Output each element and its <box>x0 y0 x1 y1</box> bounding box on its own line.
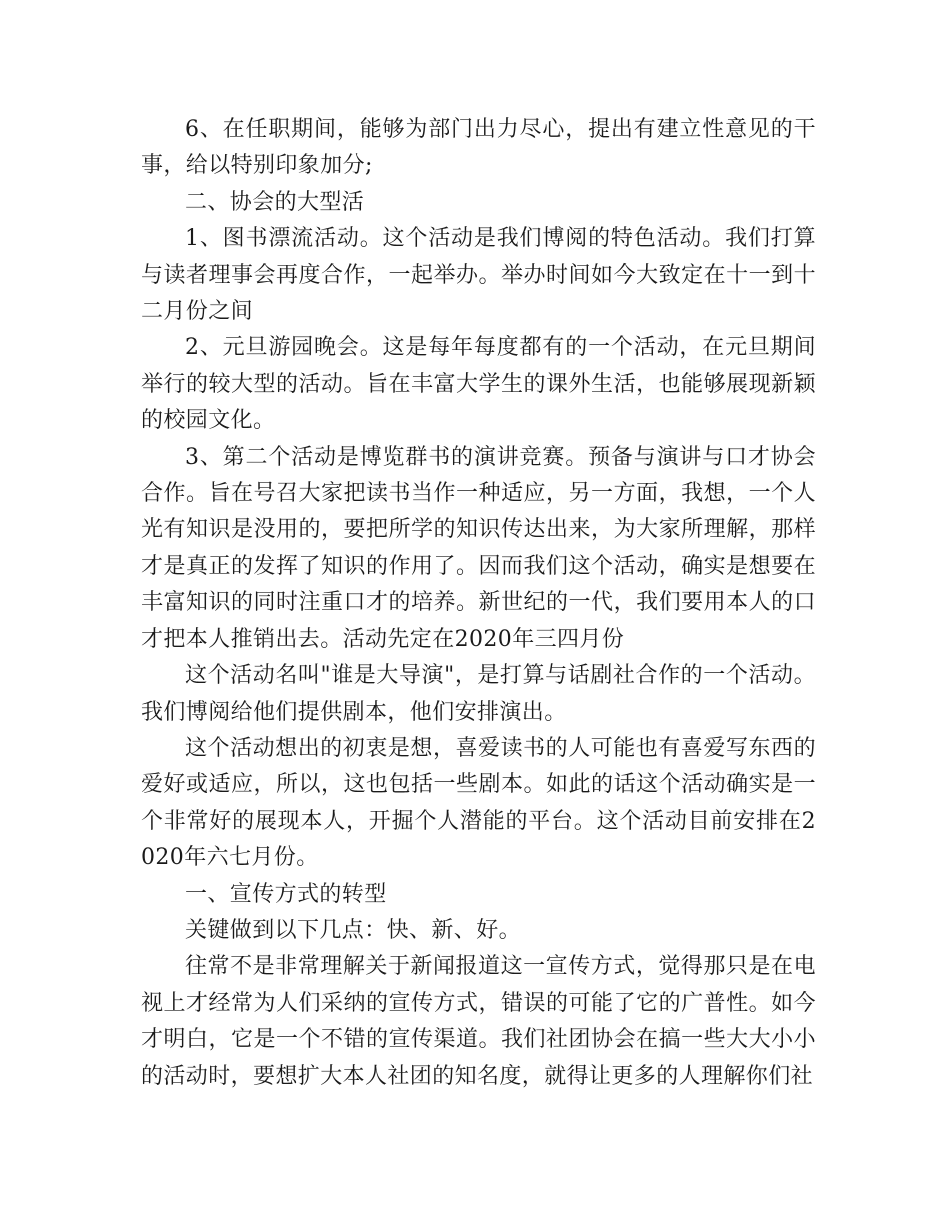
paragraph-speech-contest: 3、第二个活动是博览群书的演讲竞赛。预备与演讲与口才协会合作。旨在号召大家把读书当作一种适应，另一方面，我想，一个人光有知识是没用的，要把所学的知识传达出来，为大家所理解，那样才是真正的发挥了知识的作用了。因而我们这个活动，确实是想要在丰富知识的同时注重口才的培养。新世纪的一代，我们要用本人的口才把本人推销出去。活动先定在2020年三四月份 <box>141 444 816 652</box>
paragraph-activity-intent: 这个活动想出的初衷是想，喜爱读书的人可能也有喜爱写东西的爱好或适应，所以，这也包括一些剧本。如此的话这个活动确实是一个非常好的展现本人，开掘个人潜能的平台。这个活动目前安排在2020年六七月份。 <box>141 735 816 871</box>
document-page <box>141 112 816 1095</box>
section-heading-large-activities: 二、协会的大型活 <box>185 189 365 215</box>
section-heading-publicity: 一、宣传方式的转型 <box>185 881 387 907</box>
paragraph-director-activity: 这个活动名叫"谁是大导演"，是打算与话剧社合作的一个活动。我们博阅给他们提供剧本，他们安排演出。 <box>141 663 816 725</box>
paragraph-key-points: 关键做到以下几点：快、新、好。 <box>185 917 522 943</box>
paragraph-item-6-criteria: 6、在任职期间，能够为部门出力尽心，提出有建立性意见的干事，给以特别印象加分; <box>141 117 816 179</box>
paragraph-new-year-gala: 2、元旦游园晚会。这是每年每度都有的一个活动，在元旦期间举行的较大型的活动。旨在丰富大学生的课外生活，也能够展现新颖的校园文化。 <box>141 335 816 434</box>
paragraph-news-reporting: 往常不是非常理解关于新闻报道这一宣传方式，觉得那只是在电视上才经常为人们采纳的宣传方式，错误的可能了它的广普性。如今才明白，它是一个不错的宣传渠道。我们社团协会在搞一些大大小小的活动时，要想扩大本人社团的知名度，就得让更多的人理解你们社 <box>141 954 816 1089</box>
paragraph-book-drifting: 1、图书漂流活动。这个活动是我们博阅的特色活动。我们打算与读者理事会再度合作，一起举办。举办时间如今大致定在十一到十二月份之间 <box>141 226 816 325</box>
